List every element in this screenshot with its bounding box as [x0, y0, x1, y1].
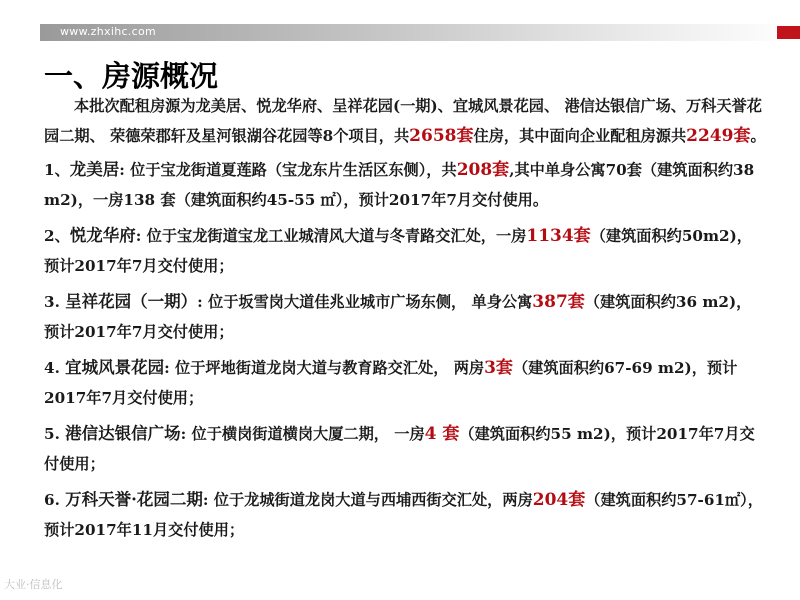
intro-highlight-total: 2658套 — [409, 125, 474, 146]
intro-paragraph — [44, 92, 766, 151]
list-item — [44, 221, 766, 281]
item-text: ,其中单身公寓70套（建筑面积约38 m2)，一房138 套（建筑面积约45-55 ㎡），预计2017年7月交付使用。 — [44, 161, 755, 209]
item-name: 万科天誉·花园二期 — [65, 490, 203, 509]
item-prefix: 6. — [44, 491, 66, 509]
item-text: : 位于宝龙街道宝龙工业城清风大道与冬青路交汇处，一房 — [135, 227, 527, 245]
header-url: www.zhxihc.com — [60, 25, 156, 38]
content-body — [44, 92, 766, 551]
item-name: 宜城风景花园 — [65, 358, 165, 377]
item-text: : 位于宝龙街道夏莲路（宝龙东片生活区东侧），共 — [119, 161, 457, 179]
item-highlight: 1134套 — [526, 226, 591, 246]
item-text: : 位于横岗街道横岗大厦二期， 一房 — [180, 425, 425, 443]
item-text: : 位于龙城街道龙岗大道与西埔西街交汇处，两房 — [202, 491, 533, 509]
item-name: 港信达银信广场 — [65, 424, 181, 443]
item-text: （建筑面积约55 m2)，预计2017年7月交付使用； — [44, 425, 755, 473]
item-highlight: 3套 — [484, 358, 513, 378]
item-highlight: 204套 — [532, 490, 586, 510]
intro-highlight-enterprise: 2249套 — [686, 125, 751, 146]
item-text: （建筑面积约67-69 m2)，预计2017年7月交付使用； — [44, 359, 738, 407]
list-item — [44, 155, 766, 215]
item-prefix: 2、 — [44, 227, 70, 245]
header-accent-bar — [777, 26, 800, 39]
item-text: （建筑面积约50m2)，预计2017年7月交付使用； — [44, 227, 752, 275]
item-name: 悦龙华府 — [69, 226, 136, 245]
item-text: （建筑面积约57-61㎡），预计2017年11月交付使用； — [44, 491, 763, 539]
intro-text-1: 本批次配租房源为龙美居、悦龙华府、呈祥花园(一期)、宜城风景花园、 港信达银信广场、万科天誉花园二期、 荣德荣郡轩及星河银湖谷花园等8个项目，共 — [44, 97, 762, 145]
item-prefix: 5. — [44, 425, 66, 443]
item-prefix: 1、 — [44, 161, 70, 179]
item-name: 龙美居 — [69, 160, 120, 179]
item-prefix: 4. — [44, 359, 66, 377]
list-item — [44, 353, 766, 413]
intro-text-2: 住房，其中面向企业配租房源共 — [473, 126, 687, 145]
item-text: （建筑面积约36 m2)，预计2017年7月交付使用； — [44, 293, 752, 341]
page-title: 一、房源概况 — [44, 59, 219, 93]
list-item — [44, 419, 766, 479]
list-item — [44, 287, 766, 347]
item-prefix: 3. — [44, 293, 66, 311]
item-highlight: 4 套 — [424, 424, 460, 444]
item-highlight: 387套 — [532, 292, 585, 312]
item-text: : 位于坂雪岗大道佳兆业城市广场东侧， 单身公寓 — [197, 293, 533, 311]
list-item — [44, 485, 766, 545]
item-name: 呈祥花园（一期） — [65, 292, 198, 311]
item-text: : 位于坪地街道龙岗大道与教育路交汇处， 两房 — [164, 359, 485, 377]
item-highlight: 208套 — [456, 160, 510, 180]
watermark: 大业·信息化 — [4, 578, 63, 591]
intro-text-3: 。 — [750, 126, 766, 145]
